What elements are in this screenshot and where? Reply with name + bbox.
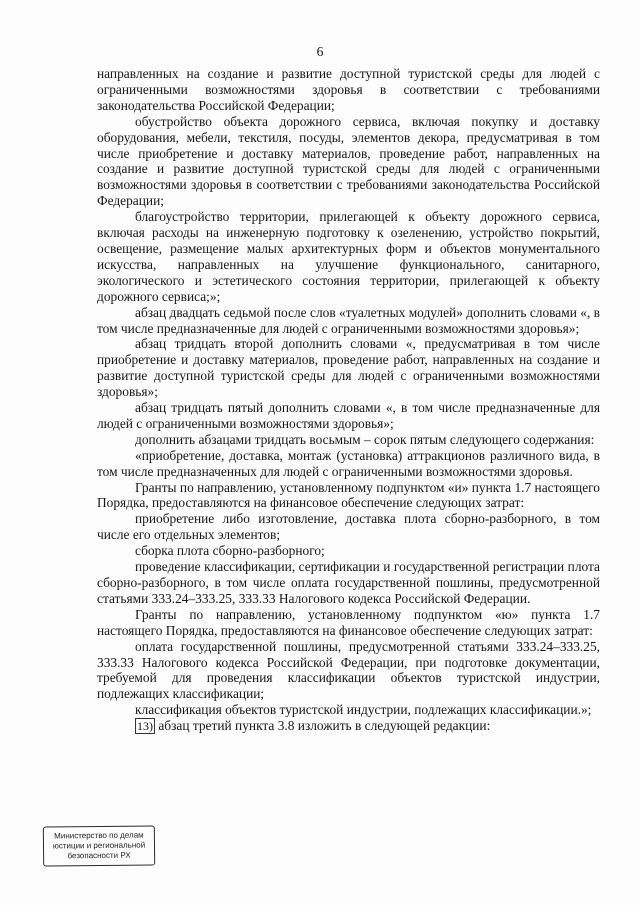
paragraph: дополнить абзацами тридцать восьмым – сорок пятым следующего содержания: <box>135 431 595 447</box>
paragraph: обустройство объекта дорожного сервиса, включая покупку и доставку оборудования, мебели, текстиля, посуды, элементов декора, предусматривая в том числе приобретение и доставку материалов, проведение работ, направленных на создание и развитие доступной туристской среды для людей с ограниченными возможностями здоровья в соответствии с требованиями законодательства Российской Федерации; <box>97 113 600 209</box>
document-body <box>97 66 600 735</box>
item-number: 13) <box>137 719 153 734</box>
paragraph: проведение классификации, сертификации и государственной регистрации плота сборно-разборного, в том числе оплата государственной пошлины, предусмотренной статьями 333.24–333.25, 333.33 Налогового кодекса Российской Федерации. <box>97 559 600 606</box>
paragraph: Гранты по направлению, установленному подпунктом «ю» пункта 1.7 настоящего Порядка, предоставляются на финансовое обеспечение следующих затрат: <box>97 606 600 638</box>
paragraph: сборка плота сборно-разборного; <box>135 543 325 559</box>
paragraph: направленных на создание и развитие доступной туристской среды для людей с ограниченными возможностями здоровья в соответствии с требованиями законодательства Российской Федерации; <box>97 66 600 113</box>
stamp-line: Министерство по делам <box>54 830 144 841</box>
stamp-line: безопасности РХ <box>67 850 131 861</box>
ministry-stamp <box>43 825 155 866</box>
item-text: абзац третий пункта 3.8 изложить в следующей редакции: <box>155 718 491 734</box>
paragraph: приобретение либо изготовление, доставка плота сборно-разборного, в том числе его отдельных элементов; <box>97 511 600 543</box>
amendment-item-13 <box>97 718 600 735</box>
stamp-line: юстиции и региональной <box>52 840 146 851</box>
paragraph: оплата государственной пошлины, предусмотренной статьями 333.24–333.25, 333.33 Налогового кодекса Российской Федерации, при подготовке документации, требуемой для проведения классификации объектов туристской индустрии, подлежащих классификации; <box>97 638 600 702</box>
paragraph: абзац тридцать второй дополнить словами «, предусматривая в том числе приобретение и доставку материалов, проведение работ, направленных на создание и развитие доступной туристской среды для людей с ограниченными возможностями здоровья»; <box>97 336 600 400</box>
paragraph: классификация объектов туристской индустрии, подлежащих классификации.»; <box>135 702 592 718</box>
page-number: 6 <box>316 44 324 59</box>
paragraph: «приобретение, доставка, монтаж (установка) аттракционов различного вида, в том числе предназначенных для людей с ограниченными возможностями здоровья. <box>97 447 600 479</box>
paragraph: абзац двадцать седьмой после слов «туалетных модулей» дополнить словами «, в том числе предназначенные для людей с ограниченными возможностями здоровья»; <box>97 304 600 336</box>
paragraph: абзац тридцать пятый дополнить словами «, в том числе предназначенные для людей с ограниченными возможностями здоровья»; <box>97 400 600 431</box>
paragraph: Гранты по направлению, установленному подпунктом «и» пункта 1.7 настоящего Порядка, предоставляются на финансовое обеспечение следующих затрат: <box>97 479 600 511</box>
paragraph: благоустройство территории, прилегающей к объекту дорожного сервиса, включая расходы на инженерную подготовку к озеленению, устройство покрытий, освещение, размещение малых архитектурных форм и объектов монументального искусства, направленных на улучшение функционального, санитарного, экологического и эстетического состояния территории, прилегающей к объекту дорожного сервиса;»; <box>97 209 600 304</box>
